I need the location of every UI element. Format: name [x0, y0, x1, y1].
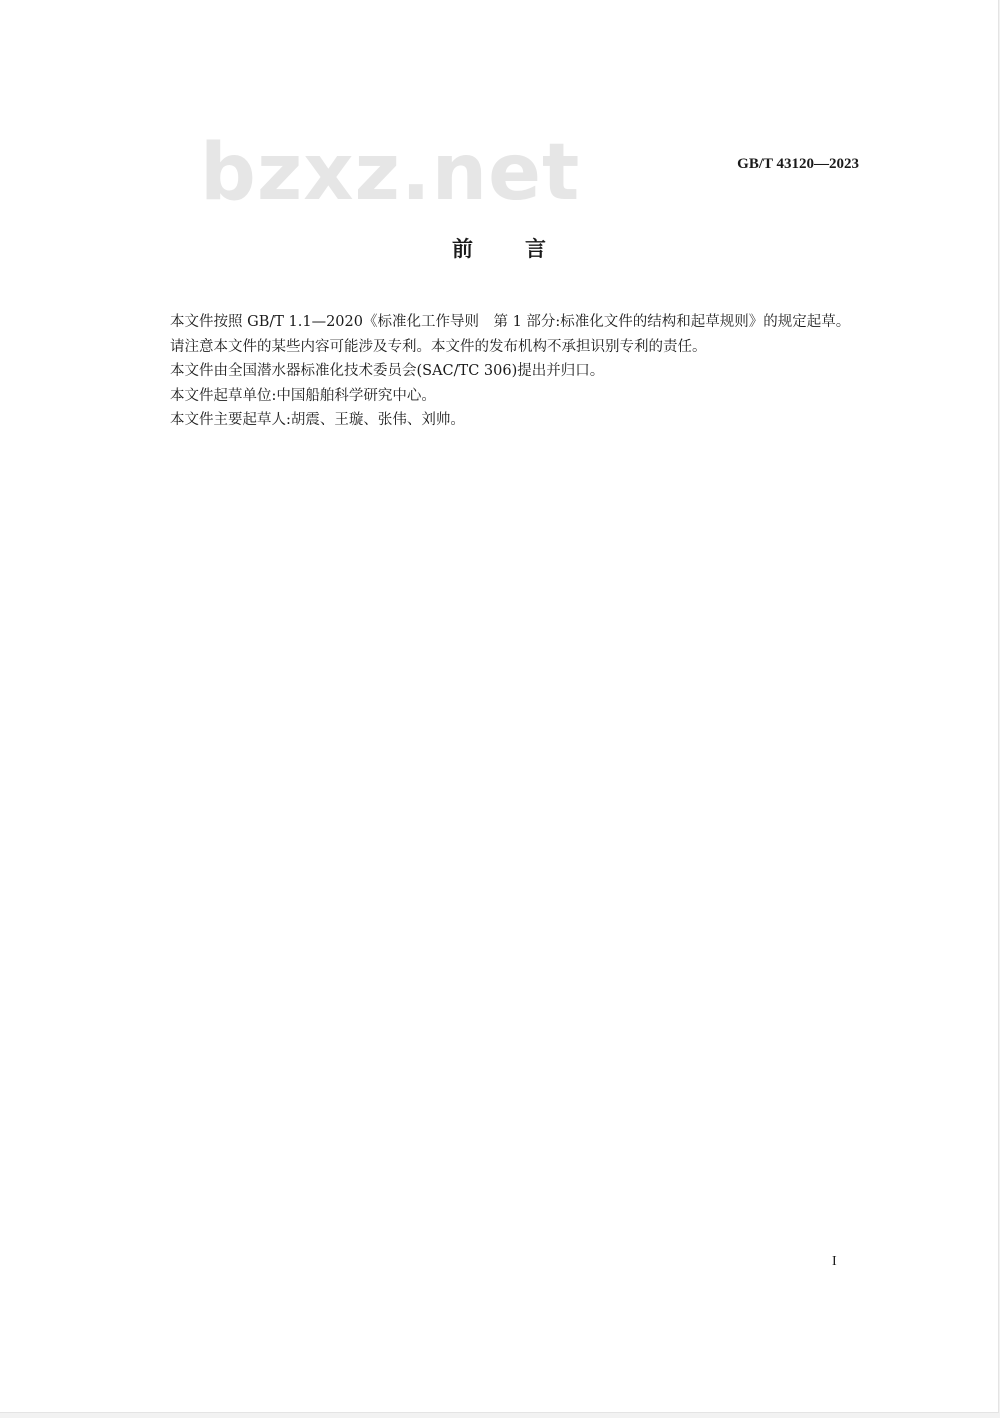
paragraph-patent-notice: 请注意本文件的某些内容可能涉及专利。本文件的发布机构不承担识别专利的责任。 — [170, 338, 707, 355]
section-title: 前言 — [452, 237, 598, 261]
preface-body — [141, 310, 861, 433]
watermark-logo: bzxz.net — [200, 128, 581, 218]
paragraph-drafting-unit: 本文件起草单位:中国船舶科学研究中心。 — [170, 387, 436, 404]
page-number: I — [832, 1254, 837, 1269]
paragraph-drafting-rules: 本文件按照 GB/T 1.1—2020《标准化工作导则 第 1 部分:标准化文件的结构和起草规则》的规定起草。 — [170, 314, 851, 330]
paragraph-drafters: 本文件主要起草人:胡震、王璇、张伟、刘帅。 — [170, 412, 465, 429]
paragraph-proposer: 本文件由全国潜水器标准化技术委员会(SAC/TC 306)提出并归口。 — [170, 363, 605, 380]
standard-number: GB/T 43120—2023 — [737, 156, 859, 172]
